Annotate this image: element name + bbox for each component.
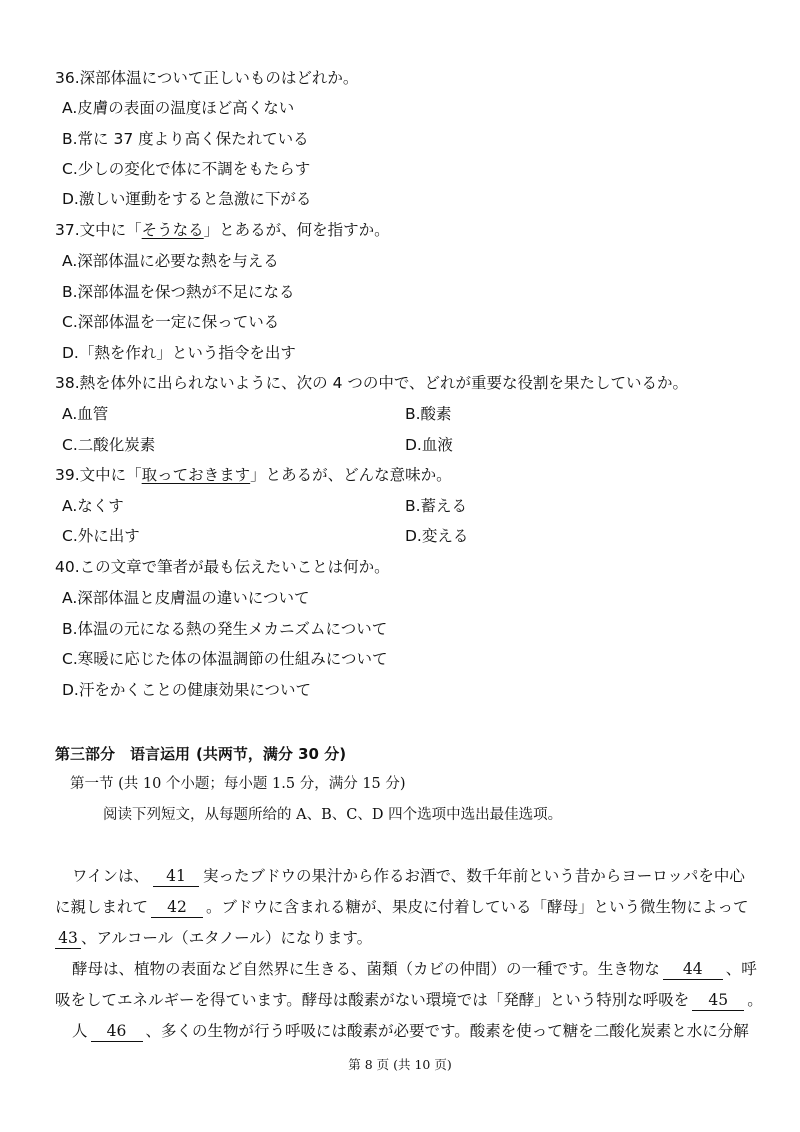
q39-stem-prefix: 39.文中に「: [55, 466, 142, 484]
passage-text: 。: [747, 991, 763, 1009]
passage-text: 実ったブドウの果汁から作るお酒で、数千年前という昔からヨーロッパを中心: [203, 867, 745, 885]
section-title-note: (共两节，满分 30 分): [196, 745, 347, 763]
q37-stem-prefix: 37.文中に「: [55, 221, 142, 239]
q36-option-c: C.少しの変化で体に不調をもたらす: [62, 160, 311, 178]
q39-option-d: D.変える: [405, 527, 469, 545]
blank-42: 42: [151, 897, 203, 918]
q37-underlined-phrase: そうなる: [141, 221, 204, 239]
q37-stem-suffix: 」とあるが、何を指すか。: [203, 221, 390, 239]
q36-option-a: A.皮膚の表面の温度ほど高くない: [62, 99, 295, 117]
q39-option-a: A.なくす: [62, 497, 124, 515]
q40-option-b: B.体温の元になる熱の発生メカニズムについて: [62, 620, 388, 638]
q36-option-b: B.常に 37 度より高く保たれている: [62, 130, 309, 148]
section-instruction: 阅读下列短文，从每题所给的 A、B、C、D 四个选项中选出最佳选项。: [103, 807, 563, 823]
q36-option-d: D.激しい運動をすると急激に下がる: [62, 190, 312, 208]
page-number: 第 8 页 (共 10 页): [348, 1057, 452, 1072]
q38-option-b: B.酸素: [405, 405, 452, 423]
blank-46: 46: [91, 1021, 143, 1042]
blank-41: 41: [153, 866, 199, 887]
q39-stem: [55, 465, 452, 485]
passage-line-3: [55, 928, 755, 949]
passage-line-1: [72, 866, 772, 887]
q40-option-a: A.深部体温と皮膚温の違いについて: [62, 589, 310, 607]
q37-option-d: D.「熱を作れ」という指令を出す: [62, 344, 296, 362]
q39-option-c: C.外に出す: [62, 527, 140, 545]
q38-option-a: A.血管: [62, 405, 109, 423]
q39-option-b: B.蓄える: [405, 497, 468, 515]
passage-text: ワインは、: [72, 867, 150, 885]
q38-stem: 38.熱を体外に出られないように、次の 4 つの中で、どれが重要な役割を果たしているか。: [55, 374, 689, 392]
section-title-text: 第三部分 语言运用: [55, 745, 191, 763]
q36-stem: 36.深部体温について正しいものはどれか。: [55, 69, 359, 87]
passage-text: 吸をしてエネルギーを得ています。酵母は酸素がない環境では「発酵」という特別な呼吸を: [55, 991, 690, 1009]
q37-option-a: A.深部体温に必要な熱を与える: [62, 252, 279, 270]
passage-line-5: [55, 990, 763, 1011]
blank-44: 44: [663, 959, 723, 980]
q39-stem-suffix: 」とあるが、どんな意味か。: [250, 466, 452, 484]
blank-43: 43: [55, 928, 81, 949]
passage-text: 人: [72, 1022, 88, 1040]
passage-line-6: [72, 1021, 772, 1042]
passage-text: 、呼: [725, 960, 757, 978]
q38-option-d: D.血液: [405, 436, 453, 454]
section-title: [55, 744, 346, 764]
blank-45: 45: [692, 990, 744, 1011]
q39-underlined-phrase: 取っておきます: [141, 466, 251, 484]
passage-line-4: [72, 959, 772, 980]
q37-option-b: B.深部体温を保つ熱が不足になる: [62, 283, 295, 301]
q37-stem: [55, 220, 390, 240]
q40-stem: 40.この文章で筆者が最も伝えたいことは何か。: [55, 558, 390, 576]
passage-line-2: [55, 897, 755, 918]
passage-text: に親しまれて: [55, 898, 149, 916]
passage-text: 、多くの生物が行う呼吸には酸素が必要です。酸素を使って糖を二酸化炭素と水に分解: [145, 1022, 749, 1040]
q38-option-c: C.二酸化炭素: [62, 436, 156, 454]
q37-option-c: C.深部体温を一定に保っている: [62, 313, 280, 331]
q40-option-c: C.寒暖に応じた体の体温調節の仕組みについて: [62, 650, 388, 668]
passage-text: 。ブドウに含まれる糖が、果皮に付着している「酵母」という微生物によって: [206, 898, 749, 916]
section-subtitle: 第一节 (共 10 个小题；每小题 1.5 分，满分 15 分): [70, 776, 406, 792]
q40-option-d: D.汗をかくことの健康効果について: [62, 681, 312, 699]
passage-text: 、アルコール（エタノール）になります。: [81, 929, 373, 947]
passage-text: 酵母は、植物の表面など自然界に生きる、菌類（カビの仲間）の一種です。生き物な: [72, 960, 660, 978]
